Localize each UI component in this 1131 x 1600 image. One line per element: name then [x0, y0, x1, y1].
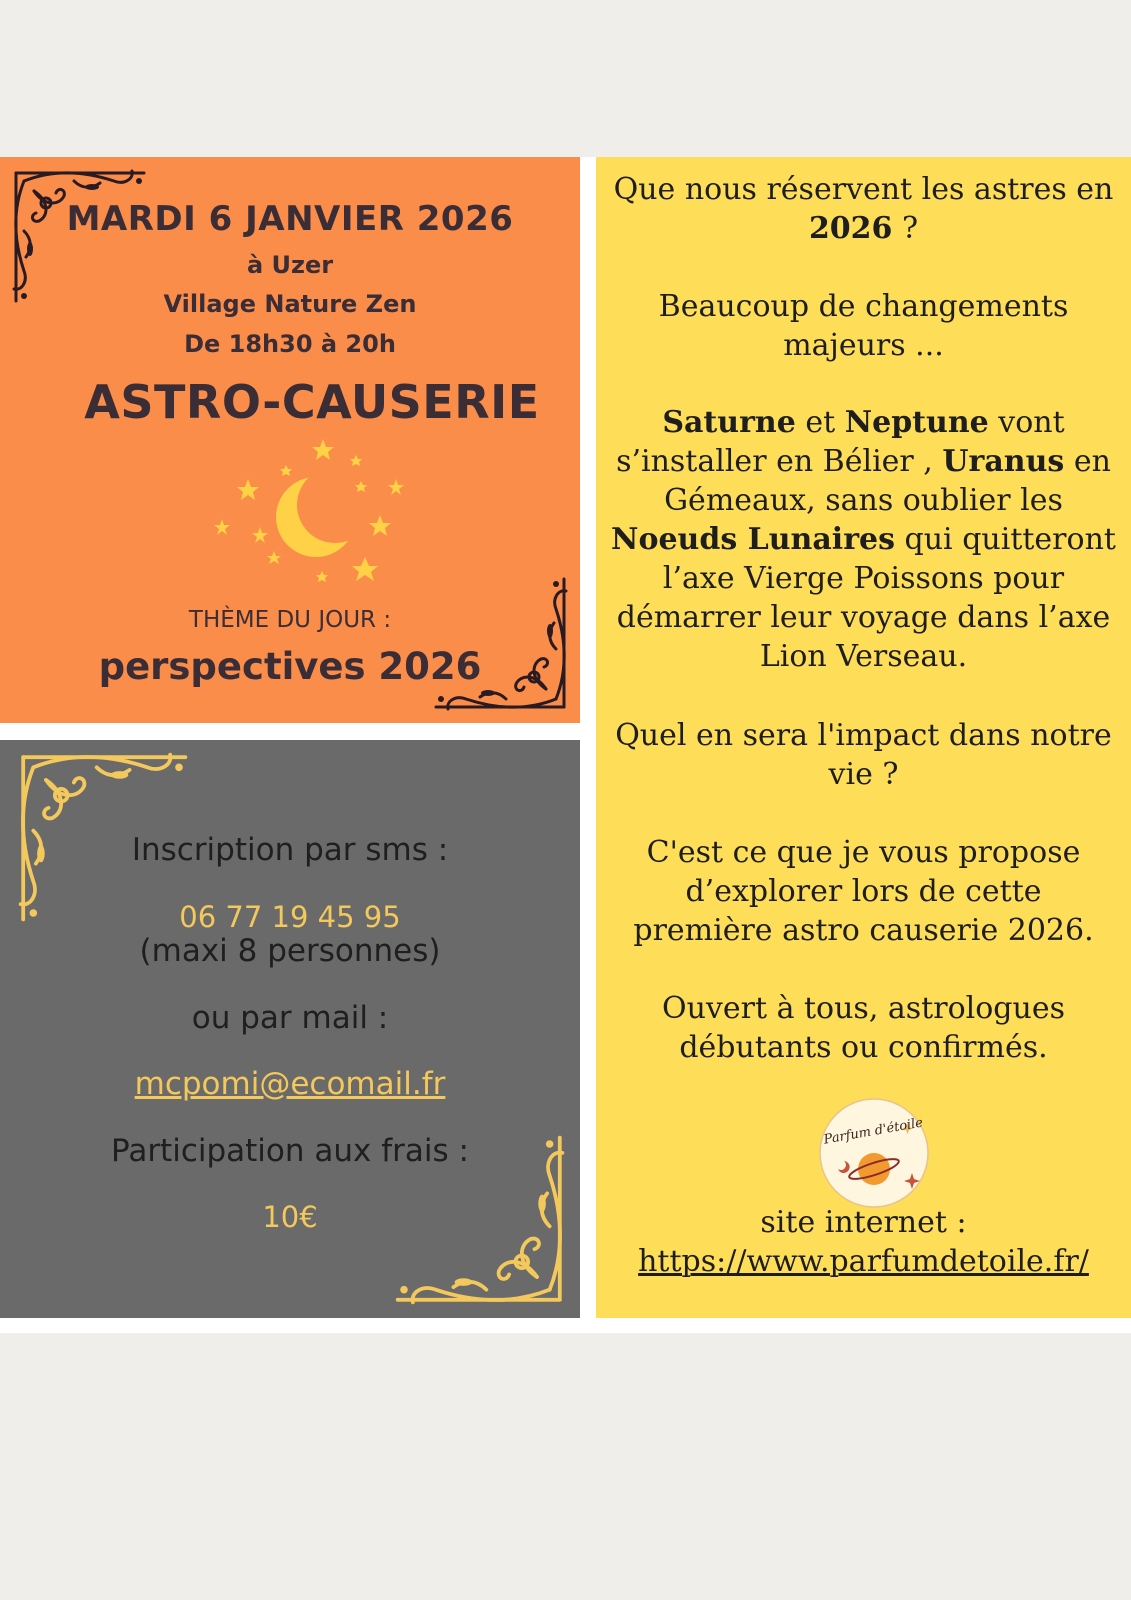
event-date: MARDI 6 JANVIER 2026 — [66, 199, 514, 239]
intro-paragraph: Que nous réservent les astres en 2026 ? — [613, 172, 1114, 246]
description-panel — [596, 157, 1131, 1318]
star-icon — [352, 557, 378, 581]
event-title: ASTRO-CAUSERIE — [84, 375, 540, 429]
audience-paragraph: Ouvert à tous, astrologues débutants ou confirmés. — [662, 991, 1065, 1065]
star-icon — [316, 571, 328, 582]
planets-paragraph: Saturne et Neptune vont s’installer en Bélier , Uranus en Gémeaux, sans oublier les Noeuds Lunaires qui quitteront l’axe Vierge Poissons pour démarrer leur voyage dans l’axe Lion Verseau. — [611, 405, 1116, 674]
sms-label: Inscription par sms : — [131, 832, 449, 868]
proposal-paragraph: C'est ce que je vous propose d’explorer lors de cette première astro causerie 2026. — [633, 835, 1094, 948]
changes-paragraph: Beaucoup de changements majeurs ... — [658, 289, 1069, 363]
star-icon — [237, 479, 259, 500]
star-icon — [355, 481, 367, 492]
star-icon — [252, 527, 268, 543]
email-link[interactable]: mcpomi@ecomail.fr — [134, 1066, 446, 1102]
mail-label: ou par mail : — [191, 1000, 389, 1036]
registration-panel — [0, 740, 580, 1318]
star-icon — [350, 455, 362, 466]
star-icon — [214, 519, 230, 535]
svg-text:Parfum d'étoile: Parfum d'étoile — [822, 1115, 925, 1148]
star-icon — [388, 479, 404, 495]
website-block — [596, 1203, 1131, 1281]
fee-amount: 10€ — [262, 1200, 318, 1234]
event-venue: Village Nature Zen — [163, 290, 417, 318]
capacity-note: (maxi 8 personnes) — [139, 933, 441, 969]
flourish-corner-icon — [426, 569, 576, 719]
theme-value: perspectives 2026 — [98, 645, 482, 688]
phone-number[interactable]: 06 77 19 45 95 — [179, 900, 401, 934]
website-link[interactable]: https://www.parfumdetoile.fr/ — [638, 1244, 1089, 1279]
website-label: site internet : — [760, 1205, 967, 1240]
event-town: à Uzer — [246, 251, 334, 279]
event-time: De 18h30 à 20h — [184, 330, 396, 358]
star-icon — [280, 465, 292, 476]
crescent-moon-icon — [200, 435, 420, 595]
star-icon — [369, 515, 391, 536]
impact-paragraph: Quel en sera l'impact dans notre vie ? — [615, 718, 1112, 792]
star-icon — [312, 439, 334, 460]
star-icon — [267, 551, 281, 564]
fee-label: Participation aux frais : — [111, 1133, 469, 1169]
parfum-detoile-logo — [818, 1097, 930, 1209]
theme-label: THÈME DU JOUR : — [188, 607, 392, 633]
event-info-panel — [0, 157, 580, 723]
